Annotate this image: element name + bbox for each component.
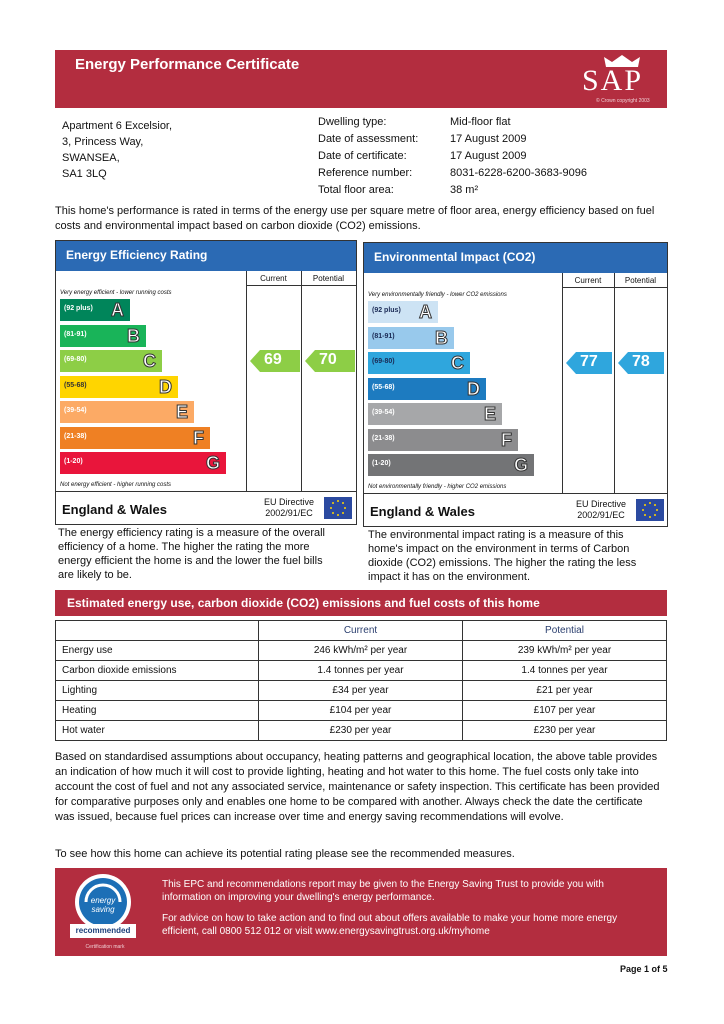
band-letter: E: [483, 404, 496, 424]
address-block: Apartment 6 Excelsior, 3, Princess Way, SWANSEA, SA1 3LQ: [62, 120, 173, 180]
detail-values: Mid-floor flat 17 August 2009 17 August 2009 8031-6228-6200-3683-9096 38 m²: [450, 116, 588, 196]
current-rating-arrow: 69: [250, 350, 300, 377]
band-f: [368, 429, 518, 451]
page-title: Energy Performance Certificate: [75, 56, 300, 73]
band-letter: E: [175, 402, 188, 422]
band-letter: C: [143, 351, 156, 371]
band-f: [60, 427, 210, 449]
eu-directive: EU Directive 2002/91/EC: [263, 497, 314, 518]
band-b: [60, 325, 146, 347]
band-letter: F: [193, 427, 204, 448]
page-number: Page 1 of 5: [620, 964, 668, 974]
band-range: (81-91): [64, 330, 87, 338]
estimates-table: [55, 620, 667, 741]
table-row: Lighting £34 per year £21 per year: [56, 681, 667, 701]
band-range: (1-20): [372, 460, 391, 467]
eu-flag-icon: [636, 499, 664, 521]
potential-rating-arrow: 70: [305, 350, 355, 377]
certification-mark-caption: Certification mark: [85, 944, 125, 950]
band-range: (92 plus): [372, 307, 401, 314]
top-note: Very energy efficient - lower running costs: [60, 290, 172, 296]
potential-rating-arrow: 78: [618, 352, 664, 379]
top-note: Very environmentally friendly - lower CO2 emissions: [368, 292, 507, 298]
estimates-header: Estimated energy use, carbon dioxide (CO2) emissions and fuel costs of this home: [55, 590, 667, 616]
rating-bands: [56, 299, 246, 479]
explanation-text: Based on standardised assumptions about occupancy, heating patterns and geographical location, the above table provides an indication of how much it will cost to provide lighting, heating and hot water to this home. The fuel costs only take into account the cost of fuel and not any associated service, maintenance or safety inspection. This certificate has been provided for comparative purposes only and enables one home to be compared with another. Always check the date the certificate was issued, because fuel prices can increase over time and energy saving recommendations will evolve.: [55, 751, 660, 823]
band-e: [60, 401, 194, 423]
col-potential: Potential: [624, 276, 657, 285]
energy-saving-text: This EPC and recommendations report may be given to the Energy Saving Trust to provide you with information on improving your dwelling's energy performance. For advice on how to take action and to find out about offers available to make your home more energy efficient, call 0800 512 012 or visit www.energysavingtrust.org.uk/myhome: [162, 879, 618, 937]
band-letter: A: [111, 300, 124, 320]
bottom-note: Not energy efficient - higher running costs: [60, 482, 172, 488]
band-range: (69-80): [372, 358, 395, 365]
rating-bands: [364, 301, 562, 481]
band-range: (39-54): [372, 409, 395, 416]
band-letter: B: [435, 327, 448, 348]
band-range: (92 plus): [64, 305, 93, 312]
col-current: Current: [260, 274, 287, 283]
table-row: Hot water £230 per year £230 per year: [56, 721, 667, 741]
current-rating-arrow: 77: [566, 352, 612, 379]
band-e: [368, 403, 502, 425]
band-range: (69-80): [64, 356, 87, 363]
band-range: (39-54): [64, 407, 87, 414]
col-current: Current: [574, 276, 602, 285]
band-c: [60, 350, 162, 372]
table-header-row: [56, 621, 667, 641]
band-range: (1-20): [64, 458, 83, 465]
band-range: (21-38): [64, 432, 87, 440]
band-letter: G: [205, 453, 220, 473]
band-range: (55-68): [64, 381, 87, 389]
table-row: Heating £104 per year £107 per year: [56, 701, 667, 721]
band-range: (81-91): [372, 332, 395, 340]
band-letter: A: [419, 302, 432, 322]
eu-directive: EU Directive 2002/91/EC: [575, 499, 626, 520]
band-letter: B: [127, 325, 140, 346]
eu-flag-icon: [324, 497, 352, 519]
table-row: Energy use 246 kWh/m² per year 239 kWh/m² per year: [56, 641, 667, 661]
band-range: (21-38): [372, 434, 395, 442]
col-potential: Potential: [312, 274, 345, 283]
band-d: [368, 378, 486, 400]
band-c: [368, 352, 470, 374]
band-letter: F: [501, 429, 512, 450]
col-potential: Potential: [463, 621, 667, 641]
band-a: [368, 301, 438, 323]
band-letter: D: [159, 376, 172, 397]
band-letter: G: [513, 455, 528, 475]
band-g: [368, 454, 534, 476]
band-letter: D: [467, 378, 480, 399]
energy-saving-recommended-logo: energy saving recommended: [64, 872, 142, 942]
band-letter: C: [451, 353, 464, 373]
band-b: [368, 327, 454, 349]
panel-title: Energy Efficiency Rating: [66, 248, 208, 262]
region-label: England & Wales: [370, 504, 475, 519]
intro-text: This home's performance is rated in terms of the energy use per square metre of floor area, energy efficiency based on fuel costs and environmental impact based on carbon dioxide (CO2) emissions.: [55, 205, 655, 232]
recommend-text: To see how this home can achieve its potential rating please see the recommended measures.: [55, 848, 515, 860]
band-d: [60, 376, 178, 398]
band-range: (55-68): [372, 383, 395, 391]
band-g: [60, 452, 226, 474]
band-a: [60, 299, 130, 321]
environmental-panel: [363, 242, 668, 527]
bottom-note: Not environmentally friendly - higher CO2 emissions: [368, 484, 507, 490]
detail-labels: Dwelling type: Date of assessment: Date of certificate: Reference number: Total floor area:: [318, 116, 419, 196]
efficiency-description: The energy efficiency rating is a measure of the overall efficiency of a home. The higher the rating the more energy efficient the home is and the lower the fuel bills are likely to be.: [58, 527, 325, 581]
environmental-description: The environmental impact rating is a measure of this home's impact on the environment in terms of Carbon dioxide (CO2) emissions. The higher the rating the less impact it has on the environment.: [368, 529, 637, 583]
sap-logo: SAP © Crown copyright 2003: [578, 52, 664, 104]
energy-efficiency-panel: [55, 240, 357, 525]
panel-title: Environmental Impact (CO2) Rating: [374, 250, 536, 292]
col-current: Current: [259, 621, 463, 641]
table-row: Carbon dioxide emissions 1.4 tonnes per year 1.4 tonnes per year: [56, 661, 667, 681]
region-label: England & Wales: [62, 502, 167, 517]
